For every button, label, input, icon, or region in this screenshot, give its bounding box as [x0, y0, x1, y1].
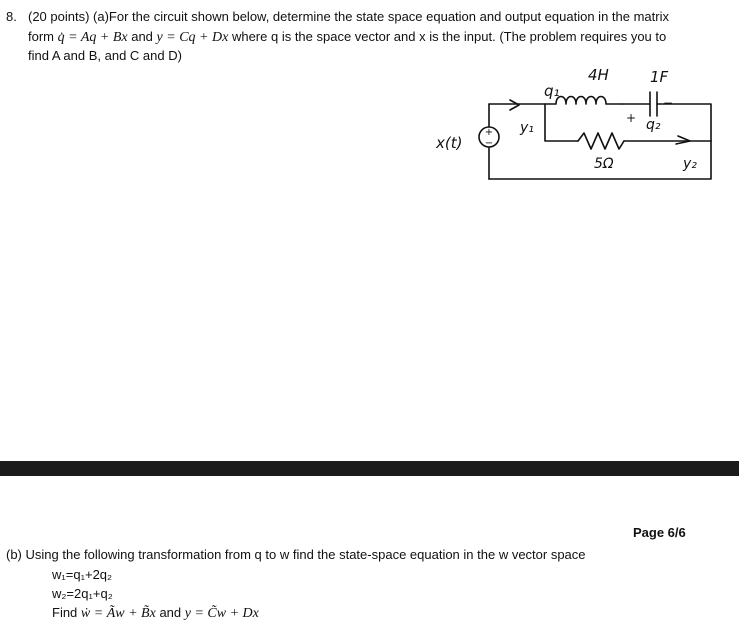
- state-q2-label: q₂: [646, 117, 661, 133]
- output-y1-label: y₁: [520, 120, 534, 136]
- output-equation: y = Cq + Dx: [156, 30, 229, 45]
- circuit-diagram: [0, 0, 739, 200]
- state-equation: q̇ = Aq + Bx: [57, 30, 128, 45]
- wire-resistor-left: [545, 104, 578, 141]
- transform-w1: w₁=q₁+2q₂: [52, 567, 113, 582]
- cap-plus-label: +: [626, 111, 637, 125]
- state-q1-label: q₁: [544, 82, 560, 100]
- inductor-label: 4H: [588, 66, 609, 84]
- arrow-y1: [510, 100, 519, 110]
- page-divider: [0, 461, 739, 476]
- w-output-equation: y = C̃w + Dx: [184, 606, 259, 621]
- and-word: and: [131, 29, 153, 44]
- problem-line-3: find A and B, and C and D): [28, 48, 182, 63]
- arrow-y2: [676, 136, 690, 144]
- source-minus: −: [484, 138, 494, 149]
- output-y2-label: y₂: [683, 156, 697, 172]
- resistor-label: 5Ω: [594, 156, 614, 172]
- cap-minus-label: −: [663, 96, 674, 110]
- part-b-intro: (b) Using the following transformation from q to w find the state-space equation in the w vector space: [6, 547, 586, 562]
- find-word: Find: [52, 605, 78, 620]
- source-label: x(t): [436, 134, 463, 152]
- source-plus: +: [484, 127, 494, 138]
- problem-number: 8.: [6, 9, 17, 24]
- form-word: form: [28, 29, 54, 44]
- and-word-b: and: [159, 605, 182, 620]
- transform-w2: w₂=2q₁+q₂: [52, 586, 113, 601]
- page-number: Page 6/6: [633, 525, 686, 540]
- capacitor-label: 1F: [650, 68, 669, 86]
- problem-line-2-suffix: where q is the space vector and x is the input. (The problem requires you to: [231, 29, 667, 44]
- part-b-find-line: [52, 603, 259, 623]
- resistor-zigzag: [578, 133, 624, 149]
- problem-line-1: (20 points) (a)For the circuit shown below, determine the state space equation and output equation in the matrix: [28, 9, 669, 24]
- w-state-equation: ẇ = Ãw + B̃x: [80, 606, 156, 621]
